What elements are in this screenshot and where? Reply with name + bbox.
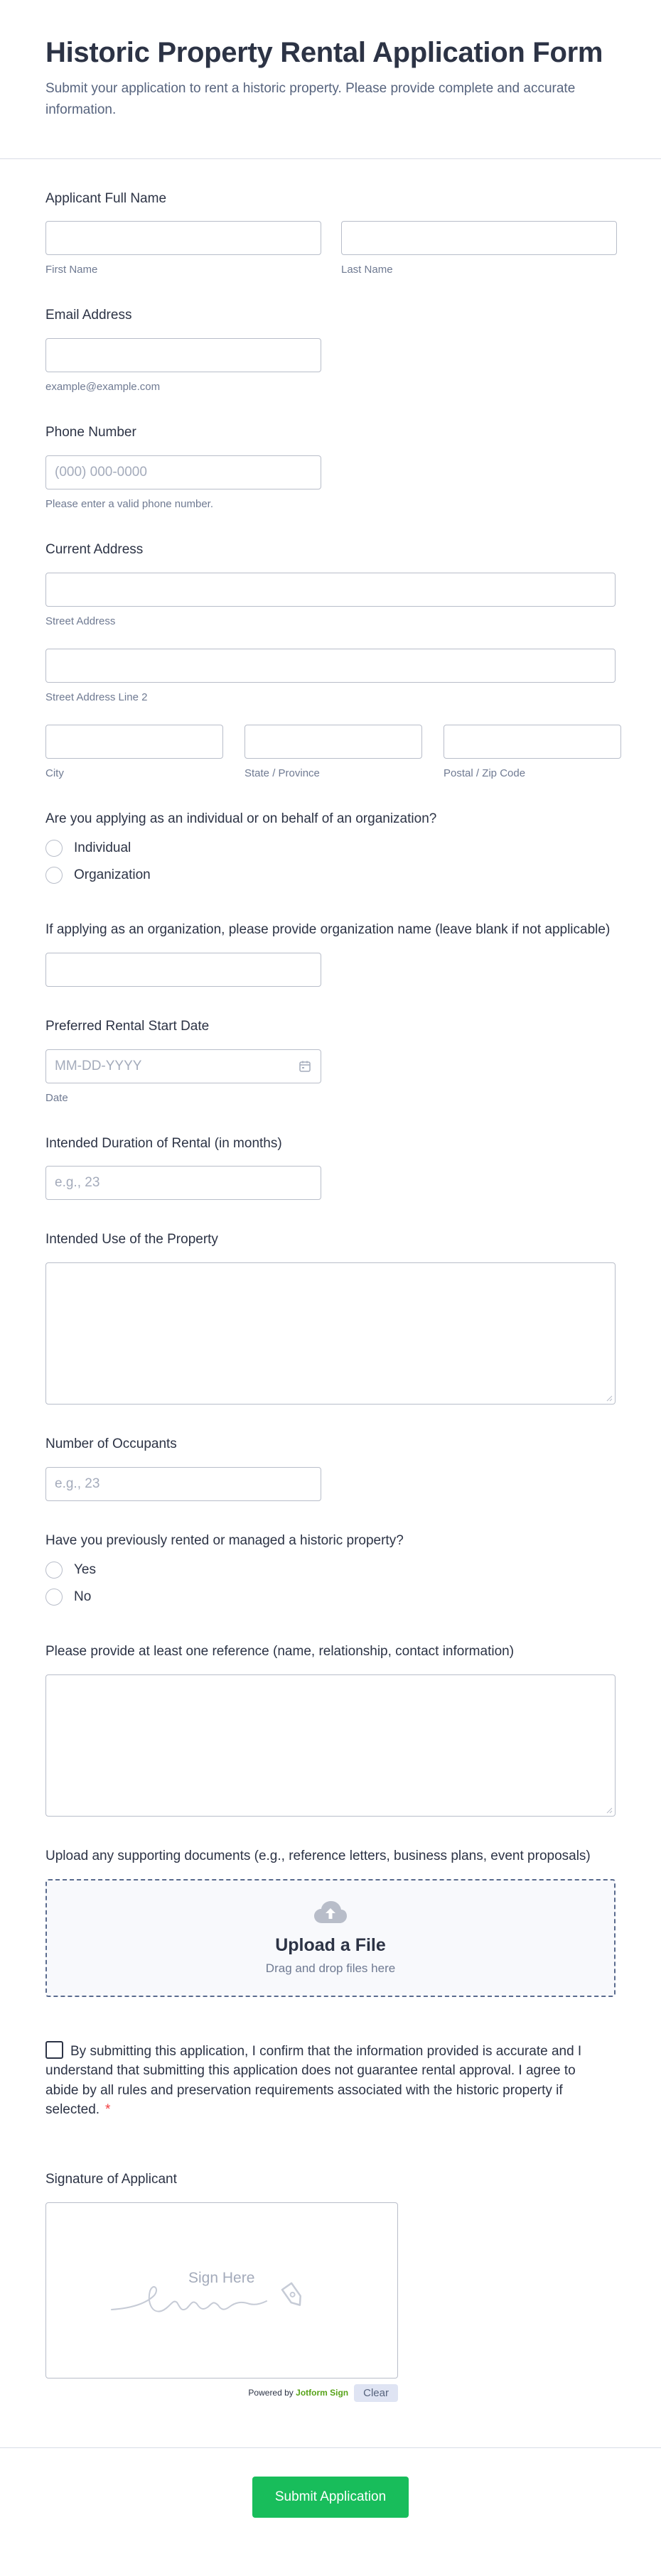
city-input[interactable] [45, 725, 223, 759]
form-body [0, 159, 661, 2402]
radio-button[interactable] [45, 1589, 63, 1606]
zip-input[interactable] [444, 725, 621, 759]
jotform-sign-brand[interactable]: Jotform Sign [296, 2388, 349, 2398]
intended-use-textarea[interactable] [45, 1262, 616, 1405]
required-asterisk: * [105, 2102, 111, 2118]
radio-option-label: Individual [74, 840, 131, 856]
radio-button[interactable] [45, 1562, 63, 1579]
intended-use-question [45, 1200, 616, 1405]
start-date-label: Preferred Rental Start Date [45, 1018, 210, 1034]
upload-title: Upload a File [275, 1935, 386, 1956]
terms-question [45, 1997, 616, 2120]
full-name-question [45, 159, 616, 276]
applicant-type-label: Are you applying as an individual or on behalf of an organization? [45, 811, 437, 826]
street-address-line2-sublabel: Street Address Line 2 [45, 691, 148, 703]
applicant-type-question [45, 779, 616, 889]
duration-question [45, 1104, 616, 1201]
start-date-sublabel: Date [45, 1091, 68, 1104]
calendar-icon[interactable] [299, 1060, 311, 1073]
intended-use-label: Intended Use of the Property [45, 1232, 218, 1248]
occupants-label: Number of Occupants [45, 1436, 177, 1451]
last-name-input[interactable] [341, 221, 617, 255]
city-sublabel: City [45, 767, 64, 779]
file-upload-dropzone[interactable] [45, 1879, 616, 1997]
references-label: Please provide at least one reference (name, relationship, contact information) [45, 1644, 515, 1660]
street-address-sublabel: Street Address [45, 615, 116, 627]
powered-by-text [248, 2388, 348, 2398]
radio-option-yes[interactable] [45, 1557, 616, 1584]
email-label: Email Address [45, 308, 132, 323]
signature-pad[interactable] [45, 2202, 398, 2379]
radio-option-no[interactable] [45, 1584, 616, 1611]
zip-sublabel: Postal / Zip Code [444, 767, 526, 779]
submit-application-button[interactable]: Submit Application [252, 2477, 409, 2518]
signature-label: Signature of Applicant [45, 2171, 177, 2187]
prior-experience-question [45, 1501, 616, 1611]
first-name-input[interactable] [45, 221, 321, 255]
phone-question [45, 393, 616, 510]
powered-by-prefix: Powered by [248, 2388, 294, 2398]
upload-label: Upload any supporting documents (e.g., reference letters, business plans, event proposals) [45, 1849, 591, 1864]
terms-text: By submitting this application, I confirm that the information provided is accurate and I understand that submitting this application does not guarantee rental approval. I agree to abide by all rules and preservation requirements associated with the historic property if selected. [45, 2043, 582, 2118]
radio-option-individual[interactable] [45, 835, 616, 862]
form-subtitle: Submit your application to rent a historic property. Please provide complete and accurate information. [45, 81, 576, 118]
phone-label: Phone Number [45, 425, 136, 440]
start-date-question [45, 987, 616, 1104]
resize-handle-icon[interactable] [606, 1807, 613, 1814]
occupants-input[interactable] [45, 1467, 321, 1501]
cloud-upload-icon [313, 1900, 348, 1925]
references-textarea[interactable] [45, 1674, 616, 1817]
form-footer [0, 2447, 661, 2554]
terms-checkbox[interactable] [45, 2041, 63, 2059]
radio-button[interactable] [45, 867, 63, 884]
phone-input[interactable] [45, 455, 321, 489]
state-input[interactable] [244, 725, 422, 759]
start-date-input[interactable] [45, 1049, 321, 1083]
street-address-input[interactable] [45, 573, 616, 607]
email-sublabel: example@example.com [45, 381, 161, 394]
radio-option-organization[interactable] [45, 862, 616, 889]
signature-hint: Sign Here [188, 2269, 255, 2286]
org-name-question [45, 889, 616, 987]
clear-signature-button[interactable]: Clear [354, 2384, 398, 2402]
radio-option-label: No [74, 1589, 92, 1605]
resize-handle-icon[interactable] [606, 1395, 613, 1402]
radio-option-label: Yes [74, 1562, 96, 1578]
street-address-line2-input[interactable] [45, 649, 616, 683]
duration-label: Intended Duration of Rental (in months) [45, 1135, 282, 1151]
address-question [45, 510, 616, 779]
occupants-question [45, 1405, 616, 1501]
state-sublabel: State / Province [244, 767, 320, 779]
first-name-sublabel: First Name [45, 264, 98, 276]
terms-agreement [45, 2040, 607, 2120]
prior-experience-label: Have you previously rented or managed a historic property? [45, 1532, 404, 1548]
upload-description: Drag and drop files here [265, 1961, 396, 1976]
form-title: Historic Property Rental Application Form [45, 37, 603, 68]
email-input[interactable] [45, 338, 321, 372]
radio-option-label: Organization [74, 867, 151, 883]
upload-question [45, 1817, 616, 1997]
org-name-label: If applying as an organization, please provide organization name (leave blank if not applicable) [45, 922, 611, 938]
duration-input[interactable] [45, 1166, 321, 1200]
form-header [0, 0, 661, 159]
address-label: Current Address [45, 541, 144, 557]
signature-question [45, 2120, 616, 2402]
full-name-label: Applicant Full Name [45, 190, 167, 206]
references-question [45, 1611, 616, 1817]
org-name-input[interactable] [45, 953, 321, 987]
email-question [45, 276, 616, 393]
last-name-sublabel: Last Name [341, 264, 393, 276]
radio-button[interactable] [45, 840, 63, 857]
phone-sublabel: Please enter a valid phone number. [45, 497, 213, 510]
